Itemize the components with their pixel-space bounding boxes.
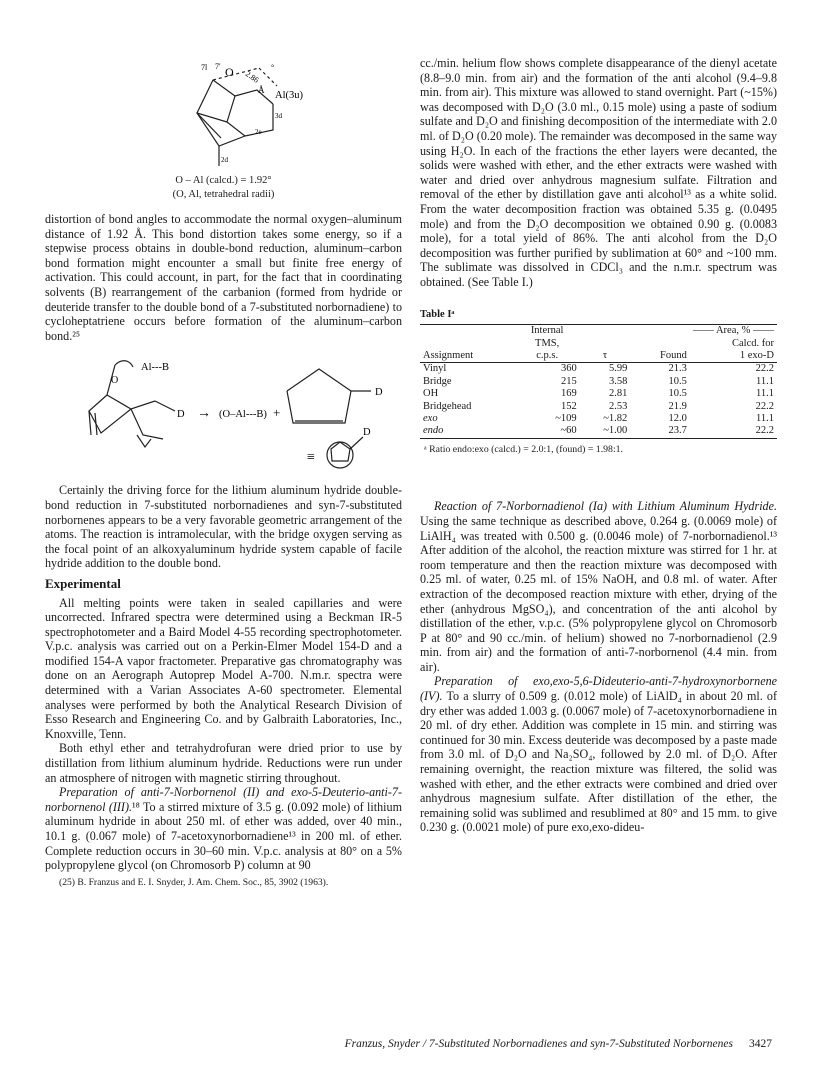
table-row bbox=[420, 425, 777, 438]
right-column bbox=[420, 56, 777, 835]
paragraph-prep-anti-norbornenol bbox=[45, 785, 402, 873]
scheme-arrow: → bbox=[197, 406, 211, 422]
cell-assignment: endo bbox=[423, 425, 444, 437]
cell-assignment: exo bbox=[423, 412, 438, 424]
col-assignment: Assignment bbox=[423, 349, 474, 361]
figure-rearrangement-scheme bbox=[45, 351, 402, 475]
reaction-title: Reaction of 7-Norbornadienol (Ia) with Lithium Aluminum Hydride. bbox=[434, 499, 777, 514]
col-exo-d: 1 exo-D bbox=[739, 349, 774, 361]
label-degree: ° bbox=[271, 63, 275, 72]
col-tau: τ bbox=[602, 349, 608, 361]
cell-found: 23.7 bbox=[668, 425, 687, 437]
scheme-product: (O–Al---B) bbox=[219, 409, 267, 421]
cell-tau: ~1.82 bbox=[603, 412, 628, 424]
label-2e: 2e bbox=[255, 128, 262, 136]
col-calcd: Calcd. for bbox=[732, 337, 774, 349]
table-title: Table Iᵃ bbox=[420, 308, 455, 320]
table-note: ᵃ Ratio endo:exo (calcd.) = 2.0:1, (found) = 1.98:1. bbox=[424, 443, 624, 455]
scheme-plus: + bbox=[273, 405, 281, 421]
prep-title: Preparation of anti-7-Norbornenol (II) and exo-5-Deuterio-anti-7-norbornenol (III). bbox=[45, 785, 402, 814]
paragraph-reaction-norbornadienol bbox=[420, 499, 777, 674]
scheme-al-b: Al---B bbox=[141, 362, 169, 374]
cell-tau: ~1.00 bbox=[603, 425, 628, 437]
cell-assignment: Vinyl bbox=[423, 363, 447, 375]
label-7prime: 7ʹ bbox=[215, 62, 221, 71]
cell-calcd: 11.1 bbox=[756, 388, 774, 400]
label-angstrom: Å bbox=[258, 85, 265, 95]
cell-assignment: Bridgehead bbox=[423, 400, 472, 412]
footnote-25: (25) B. Franzus and E. I. Snyder, J. Am. Chem. Soc., 85, 3902 (1963). bbox=[59, 876, 329, 888]
label-3d: 3d bbox=[275, 112, 282, 120]
cell-tau: 3.58 bbox=[608, 375, 628, 387]
heading-experimental: Experimental bbox=[45, 575, 121, 591]
table-row bbox=[420, 388, 777, 400]
running-footer: Franzus, Snyder / 7-Substituted Norbornadienes and syn-7-Substituted Norbornenes bbox=[344, 1038, 733, 1050]
scheme-d-product: D bbox=[375, 387, 383, 399]
figure-caption-distance: O – Al (calcd.) = 1.92° bbox=[175, 175, 272, 186]
scheme-d-tropyl: D bbox=[363, 427, 371, 439]
label-7l: 7l bbox=[201, 63, 208, 72]
cell-calcd: 22.2 bbox=[755, 363, 774, 375]
paragraph-instruments: All melting points were taken in sealed capillaries and were uncorrected. Infrared spectra were determined using a Beckman IR-5 spectrophotometer and a Baird Model 4-55 recording spectrophotometer. V.p.c. analysis was carried out on a Perkin-Elmer Model 154-D and a modified 154-A vapor fractometer. Preparative gas chromatography was done on an Aerograph Autoprep Model A-700. N.m.r. spectra were determined with a Varian Associates A-60 spectrometer. Elemental analyses were performed by both the Analytical Research Division of Esso Research and Engineering Co. and by Galbraith Laboratories, Inc., Knoxville, Tenn. bbox=[45, 595, 402, 741]
scheme-d-reactant: D bbox=[177, 409, 185, 421]
cell-assignment: Bridge bbox=[423, 375, 452, 387]
cell-assignment: OH bbox=[423, 388, 439, 400]
dideuterio-body: To a slurry of 0.509 g. (0.012 mole) of LiAlD₄ in about 20 ml. of dry ether was added 1.003 g. (0.0067 mole) of 7-acetoxynorbornadiene in 20 ml. of dry ether. Addition was complete in 15 min. and stirring was continued for 30 min. Excess deuteride was decomposed by a paste made from 3.0 ml. of D₂O and Na₂SO₄, followed by 2.0 ml. of D₂O. After remaining overnight, the reaction mixture was filtered, the solid was washed with ether, and the ether extracts were combined and dried over anhydrous magnesium sulfate. After distillation of the ether, the remaining solid was sublimed and resublimed at 80° and 15 mm. to give 0.230 g. (0.0021 mole) of pure exo,exo-dideu- bbox=[420, 689, 777, 835]
cell-cps: ~109 bbox=[555, 412, 577, 424]
nmr-table bbox=[420, 324, 777, 439]
label-distance: 2.86 bbox=[243, 69, 261, 85]
col-internal: Internal bbox=[530, 325, 564, 337]
table-row bbox=[420, 363, 777, 376]
col-tms: TMS, bbox=[535, 337, 560, 349]
paragraph-solvents: Both ethyl ether and tetrahydrofuran were dried prior to use by distillation from lithium aluminum hydride. Reductions were run under an atmosphere of nitrogen with magnetic stirring throughout. bbox=[45, 741, 402, 785]
cell-calcd: 11.1 bbox=[756, 412, 774, 424]
left-column bbox=[45, 0, 402, 889]
cell-tau: 2.81 bbox=[608, 388, 628, 400]
col-area: —— Area, % —— bbox=[692, 325, 774, 337]
cell-found: 10.5 bbox=[668, 388, 687, 400]
cell-cps: 215 bbox=[560, 375, 577, 387]
scheme-oxygen: O bbox=[111, 375, 119, 387]
cell-found: 21.3 bbox=[668, 363, 687, 375]
paragraph-bond-distortion: distortion of bond angles to accommodate the normal oxygen–aluminum distance of 1.92 Å. This bond distortion takes some energy, so if a stepwise process obtains in double-bond reduction, aluminum–carbon bond formation might encounter a small but finite free energy of activation. This could account, in part, for the fact that in coordinating solvents (B) rearrangement of the carbanion (formed from hydride or deuteride transfer to the double bond of a 7-substituted norbornadiene) to cycloheptatriene occurs before formation of the aluminum–carbon bond.²⁵ bbox=[45, 212, 402, 343]
cell-cps: 169 bbox=[560, 388, 577, 400]
cell-tau: 5.99 bbox=[608, 363, 628, 375]
cell-calcd: 11.1 bbox=[756, 375, 774, 387]
cell-cps: 152 bbox=[560, 400, 577, 412]
label-aluminum: Al(3u) bbox=[275, 90, 303, 101]
table-row bbox=[420, 401, 777, 413]
reaction-body: Using the same technique as described above, 0.264 g. (0.0069 mole) of LiAlH₄ was treated with 0.500 g. (0.0046 mole) of 7-norbornadienol.¹³ After addition of the alcohol, the reaction mixture was stirred for 1 hr. at room temperature and then the reaction mixture was decomposed with 0.25 ml. of water, 0.25 ml. of 15% NaOH, and 0.8 ml. of water. After extraction of the decomposed reaction mixture with ether, drying of the ether (anhydrous MgSO₄), and concentration of the anti alcohol by distillation of the ether, v.p.c. (5% polypropylene glycol on Chromosorb P at 80° and 90 cc./min. of helium) showed no 7-norbornadienol (2.9 min. from air) and the formation of anti-7-norbornenol (4.4 min. from air). bbox=[420, 513, 777, 674]
cell-found: 10.5 bbox=[668, 375, 687, 387]
paragraph-helium-flow: cc./min. helium flow shows complete disappearance of the dienyl acetate (8.8–9.0 min. from air) and the formation of the anti alcohol (9.4–9.8 min. from air). This mixture was allowed to stand overnight. Part (~15%) was decomposed with D₂O (3.0 ml., 0.15 mole) using a paste of sodium sulfate and D₂O and finishing decomposition of the intermediate with 2.0 ml. of D₂O (0.20 mole). The remainder was decomposed in the same way using H₂O. In each of the fractions the ether layers were decanted, the solids were washed with ether, and the ether extracts were washed with water and dried over anhydrous magnesium sulfate. Filtration and removal of the ether by distillation gave anti alcohol¹³ as a white solid. From the water decomposition fraction was obtained 5.35 g. (0.0495 mole) and from the D₂O decomposition we obtained 0.90 g. (0.0083 mole), for a total yield of 86%. The anti alcohol from the D₂O decomposition was further purified by sublimation at 60° and ~100 mm. The sublimate was dissolved in CDCl₃ and the n.m.r. spectrum was obtained. (See Table I.) bbox=[420, 56, 777, 289]
paragraph-prep-dideuterio bbox=[420, 674, 777, 835]
paragraph-driving-force: Certainly the driving force for the lithium aluminum hydride double-bond reduction in 7-substituted norbornadienes and syn-7-substituted norbornenes appears to be a very favorable geometric arrangement of the atoms. The reaction is intramolecular, with the bridge oxygen serving as the focal point of an alkoxyaluminum hydride system capable of facile hydride addition to the double bond. bbox=[45, 483, 402, 571]
cell-cps: 360 bbox=[560, 363, 577, 375]
cell-tau: 2.53 bbox=[608, 400, 628, 412]
page-number: 3427 bbox=[749, 1038, 772, 1050]
cell-calcd: 22.2 bbox=[755, 425, 774, 437]
cell-calcd: 22.2 bbox=[755, 400, 774, 412]
figure-caption-radii: (O, Al, tetrahedral radii) bbox=[172, 189, 275, 200]
label-2d: 2d bbox=[221, 156, 228, 164]
page-footer bbox=[232, 1038, 772, 1050]
scheme-equiv: ≡ bbox=[307, 450, 315, 466]
figure-norbornene-al-complex bbox=[45, 58, 402, 180]
col-found: Found bbox=[660, 349, 687, 361]
cell-found: 21.9 bbox=[668, 400, 687, 412]
cell-found: 12.0 bbox=[668, 412, 687, 424]
dideuterio-title: Preparation of exo,exo-5,6-Dideuterio-anti-7-hydroxynorbornene (IV). bbox=[420, 674, 777, 704]
table-row bbox=[420, 376, 777, 388]
label-oxygen: O bbox=[225, 65, 234, 79]
prep-body: ¹⁸ To a stirred mixture of 3.5 g. (0.092 mole) of lithium aluminum hydride in about 250 ml. of ether was added, over 40 min., 10.1 g. (0.067 mole) of 7-acetoxynorbornadiene¹³ in 200 ml. of ether. Complete reduction occurs in 30–60 min. V.p.c. analysis at 80° on a 5% polypropylene glycol (on Chromosorb P) column at 90 bbox=[45, 799, 402, 873]
table-row bbox=[420, 413, 777, 425]
cell-cps: ~60 bbox=[560, 425, 577, 437]
col-cps: c.p.s. bbox=[536, 349, 559, 361]
